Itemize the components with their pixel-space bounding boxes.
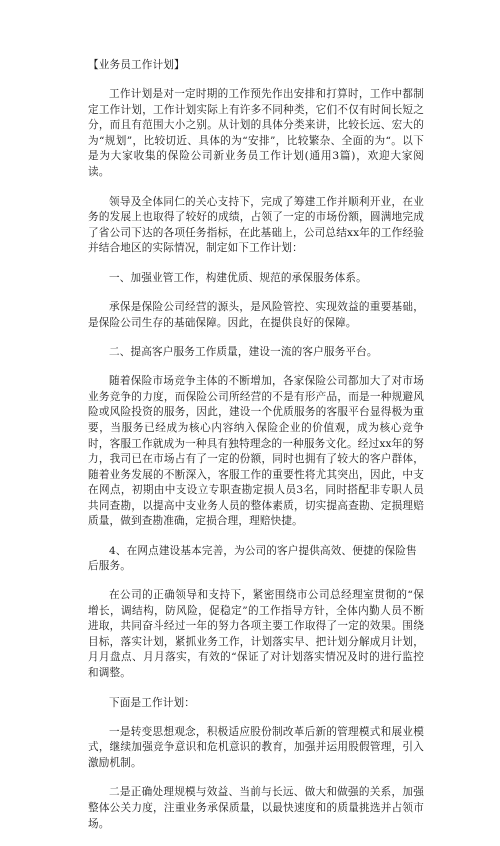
plan-item-2: 二是正确处理规模与效益、当前与长远、做大和做强的关系，加强整体公关力度，注重业务承保质量，以最快速度和的质量挑选并占领市场。	[88, 786, 424, 830]
document-body	[88, 58, 424, 846]
plan-item-1: 一是转变思想观念，积极适应股份制改革后新的管理模式和展业模式，继续加强竞争意识和危机意识的教育，加强并运用股假管理，引入激励机制。	[88, 725, 424, 769]
overview-paragraph: 领导及全体同仁的关心支持下，完成了筹建工作并顺利开业，在业务的发展上也取得了较好的成绩，占领了一定的市场份额，圆满地完成了省公司下达的各项任务指标，在此基础上，公司总结xx年的工作经验并结合地区的实际情况，制定如下工作计划：	[88, 195, 424, 255]
intro-paragraph: 工作计划是对一定时期的工作预先作出安排和打算时，工作中都制定工作计划，工作计划实际上有许多不同种类，它们不仅有时间长短之分，而且有范围大小之别。从计划的具体分类来讲，比较长远、宏大的为“规划”，比较切近、具体的为“安排”，比较繁杂、全面的为“。以下是为大家收集的保险公司新业务员工作计划(通用3篇)，欢迎大家阅读。	[88, 88, 424, 178]
section-heading-1: 一、加强业管工作，构建优质、规范的承保服务体系。	[109, 271, 367, 284]
section-1-paragraph: 承保是保险公司经营的源头，是风险管控、实现效益的重要基础，是保险公司生存的基础保障。因此，在提供良好的保障。	[88, 300, 424, 329]
document-title: 【业务员工作计划】	[88, 59, 185, 71]
plan-heading: 下面是工作计划：	[109, 696, 195, 709]
section-heading-4: 4、在网点建设基本完善，为公司的客户提供高效、便捷的保险售后服务。	[88, 545, 417, 573]
section-heading-2: 二、提高客户服务工作质量，建设一流的客户服务平台。	[109, 346, 378, 359]
section-4-paragraph: 在公司的正确领导和支持下，紧密围绕市公司总经理室贯彻的“保增长，调结构，防风险，促稳定”的工作指导方针，全体内勤人员不断进取，共同奋斗经过一年的努力各项主要工作取得了一定的效果。围绕目标，落实计划，紧抓业务工作，计划落实早、把计划分解成月计划，月月盘点、月月落实，有效的“保证了对计划落实情况及时的进行监控和调整。	[88, 589, 424, 680]
section-2-paragraph: 随着保险市场竞争主体的不断增加，各家保险公司都加大了对市场业务竞争的力度，而保险公司所经营的不是有形产品，而是一种规避风险或风险投资的服务，因此，建设一个优质服务的客服平台显得极为重要，当服务已经成为核心内容纳入保险企业的价值观，成为核心竞争时，客服工作就成为一种具有独特理念的一种服务文化。经过xx年的努力，我司已在市场占有了一定的份额，同时也拥有了较大的客户群体，随着业务发展的不断深入，客服工作的重要性将尤其突出，因此，中支在网点，初期由中支设立专职查勘定损人员3名，同时搭配非专职人员共同查勘，以提高中支业务人员的整体素质，切实提高查勘、定损理赔质量，做到查勘准确，定损合理，理赔快捷。	[88, 375, 424, 528]
